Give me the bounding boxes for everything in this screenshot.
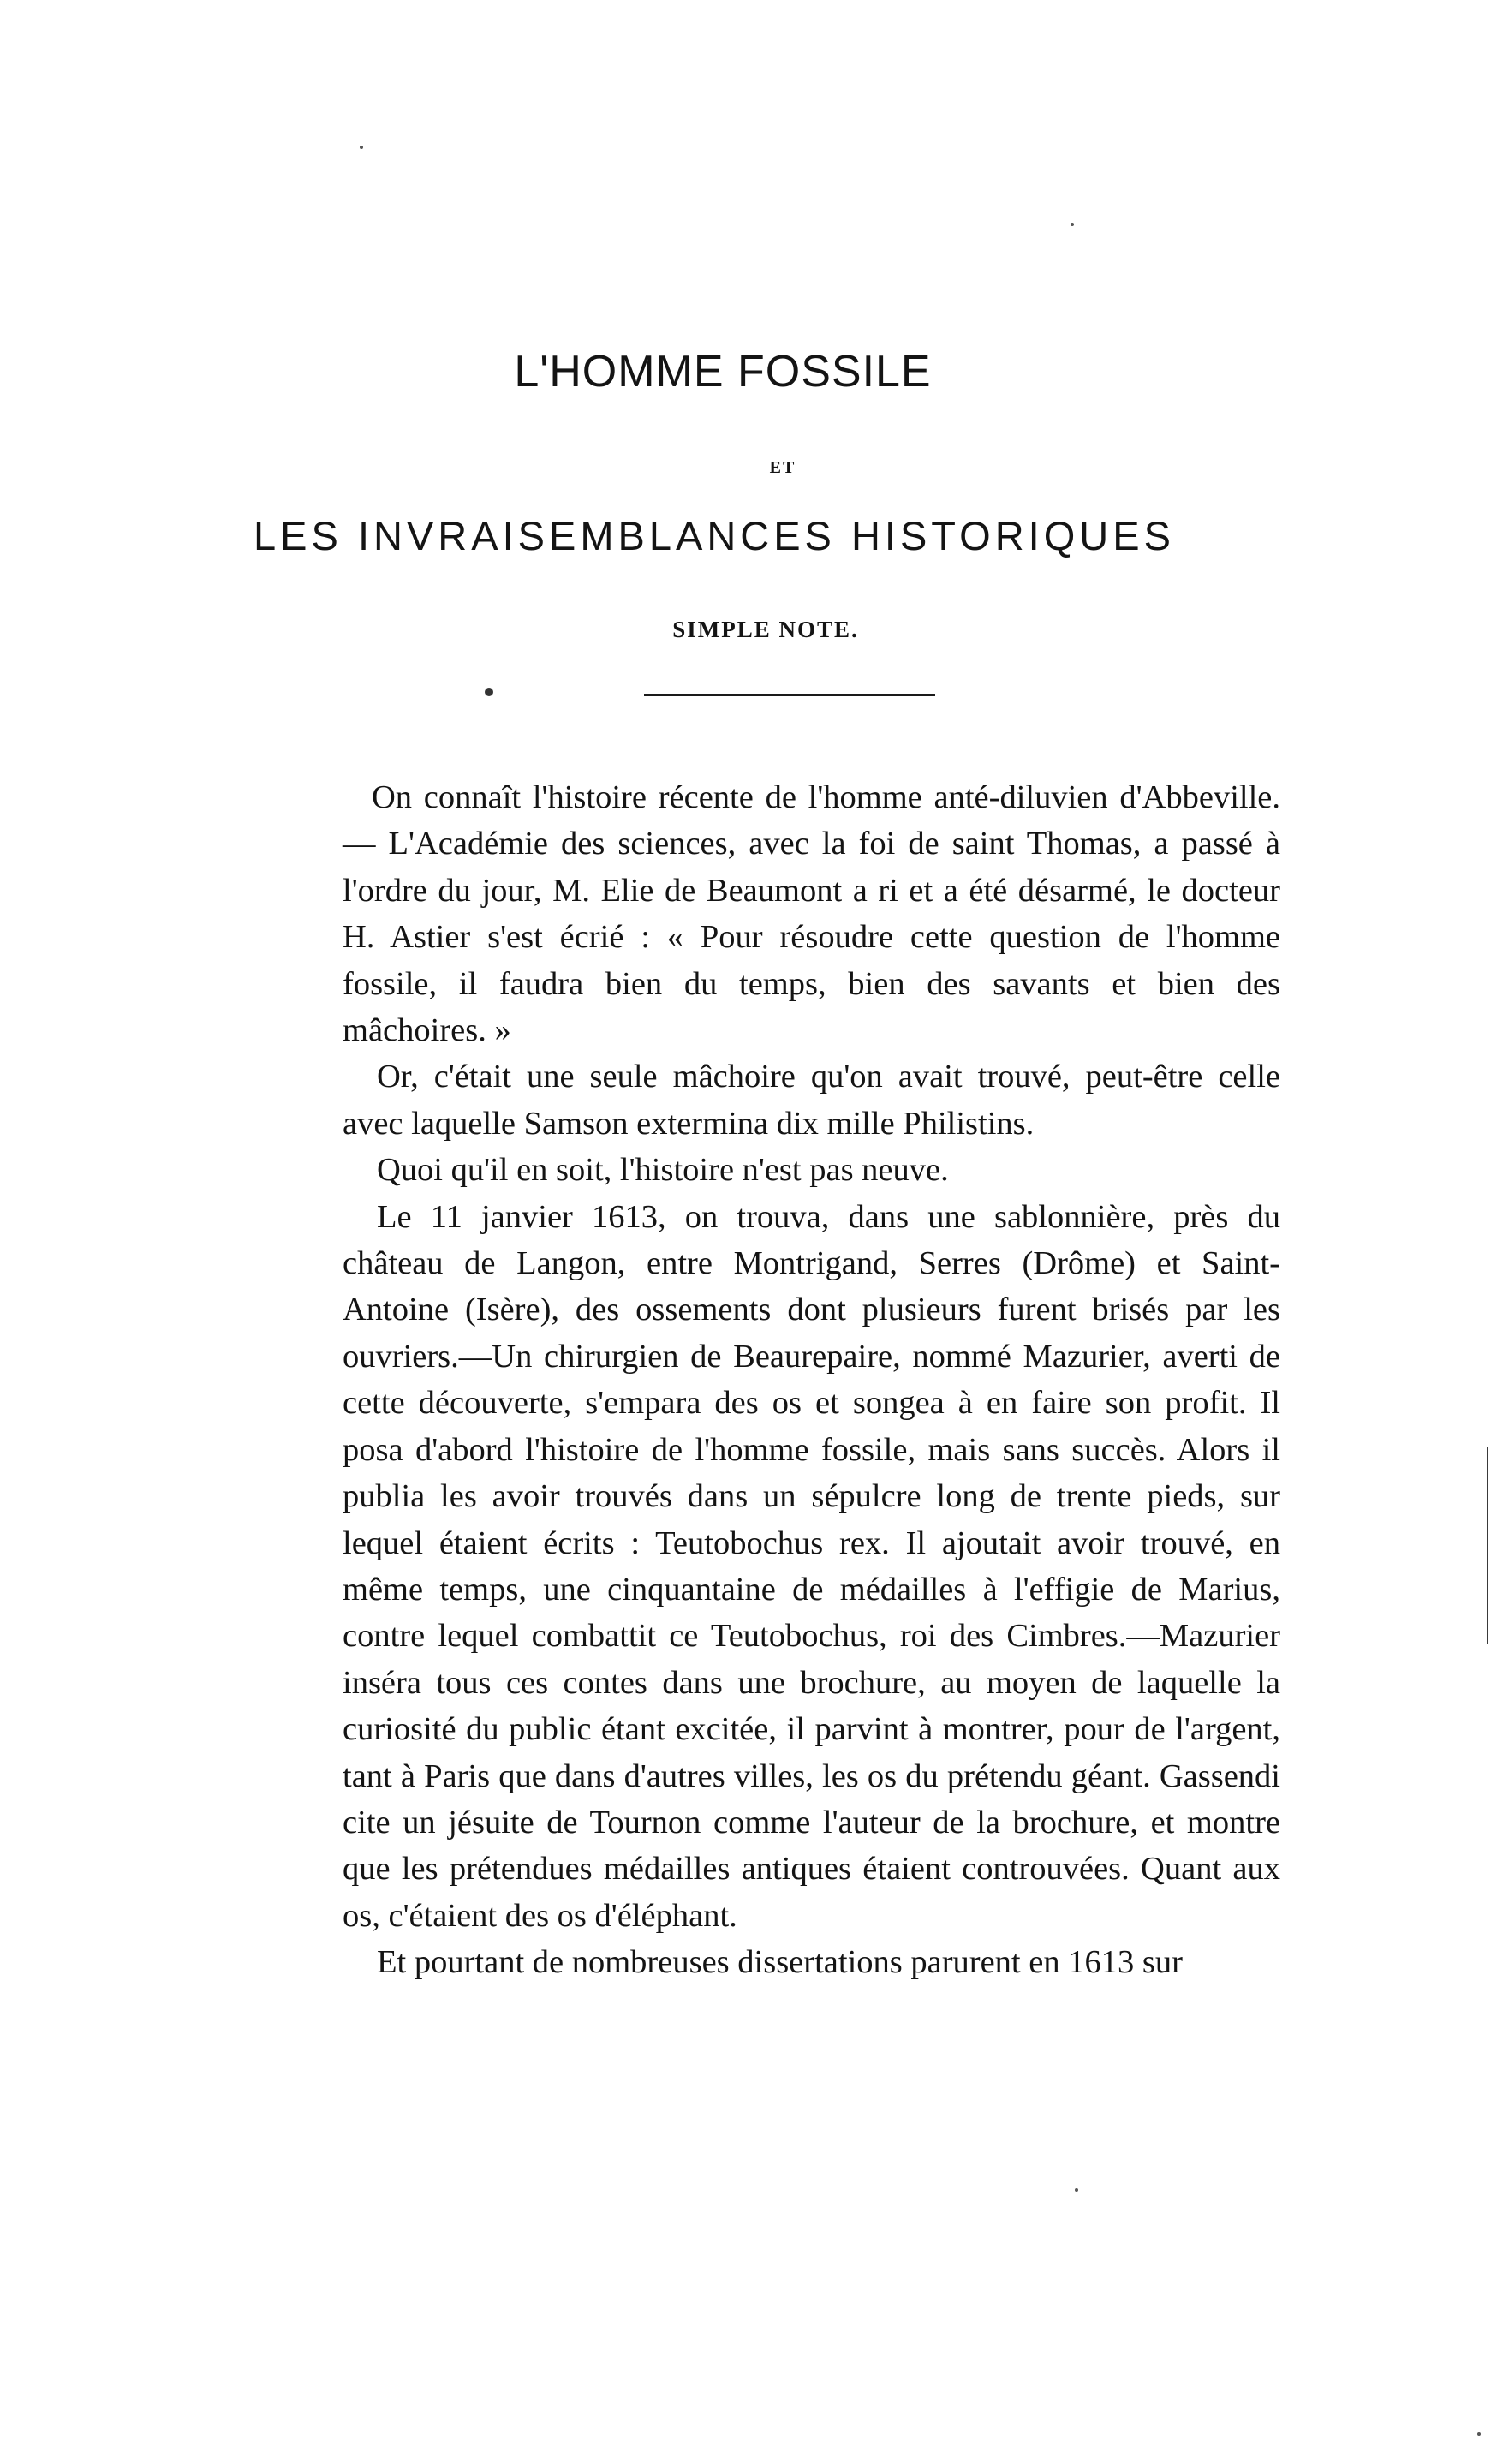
- page-title: L'HOMME FOSSILE: [514, 347, 932, 397]
- scan-margin-line: [1487, 1447, 1488, 1644]
- note-label: SIMPLE NOTE.: [672, 617, 859, 642]
- paragraph-3: Quoi qu'il en soit, l'histoire n'est pas neuve.: [377, 1152, 949, 1189]
- paragraph-1: On connaît l'histoire récente de l'homme anté-diluvien d'Abbeville.— L'Académie des sciences, avec la foi de saint Thomas, a passé à l'ordre du jour, M. Elie de Beaumont a ri et a été désarmé, le docteur H. Astier s'est écrié : « Pour résoudre cette question de l'homme fossile, il faudra bien du temps, bien des savants et bien des mâchoires. »: [343, 779, 1280, 1049]
- scan-speck: [1477, 2432, 1481, 2436]
- title-conjunction: ET: [769, 458, 796, 477]
- section-rule: [644, 694, 935, 696]
- page-subtitle: LES INVRAISEMBLANCES HISTORIQUES: [253, 513, 1175, 558]
- paragraph-4: Le 11 janvier 1613, on trouva, dans une sablonnière, près du château de Langon, entre Montrigand, Serres (Drôme) et Saint-Antoine (Isère), des ossements dont plusieurs furent brisés par les ouvriers.—Un chirurgien de Beaurepaire, nommé Mazurier, averti de cette découverte, s'empara des os et songea à en faire son profit. Il posa d'abord l'histoire de l'homme fossile, mais sans succès. Alors il publia les avoir trouvés dans un sépulcre long de trente pieds, sur lequel étaient écrits : Teutobochus rex. Il ajoutait avoir trouvé, en même temps, une cinquantaine de médailles à l'effigie de Marius, contre lequel combattit ce Teutobochus, roi des Cimbres.—Mazurier inséra tous ces contes dans une brochure, au moyen de laquelle la curiosité du public étant excitée, il parvint à montrer, pour de l'argent, tant à Paris que dans d'autres villes, les os du prétendu géant. Gassendi cite un jésuite de Tournon comme l'auteur de la brochure, et montre que les prétendues médailles antiques étaient controuvées. Quant aux os, c'étaient des os d'éléphant.: [343, 1198, 1280, 1934]
- paragraph-5: Et pourtant de nombreuses dissertations parurent en 1613 sur: [377, 1944, 1183, 1981]
- ornament-dot: [485, 688, 493, 696]
- body-text: [343, 774, 1280, 1986]
- paragraph-2: Or, c'était une seule mâchoire qu'on avait trouvé, peut-être celle avec laquelle Samson extermina dix mille Philistins.: [343, 1059, 1280, 1142]
- scan-speck: [360, 146, 363, 149]
- scan-speck: [1071, 223, 1074, 226]
- scan-speck: [1075, 2188, 1078, 2192]
